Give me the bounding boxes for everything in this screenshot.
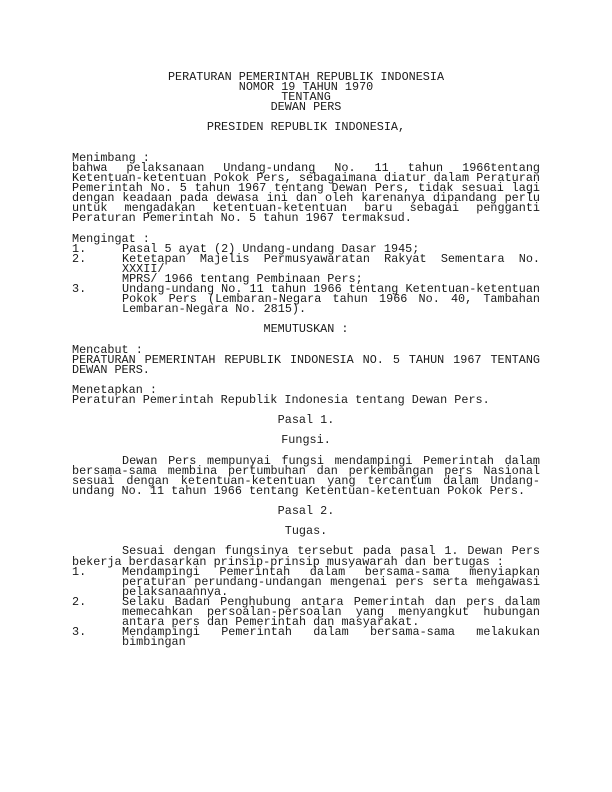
mencabut-label: Mencabut : <box>72 342 143 357</box>
mencabut-line: DEWAN PERS. <box>72 362 150 377</box>
document-page <box>72 70 540 650</box>
pasal-2-title: Pasal 2. <box>277 504 335 519</box>
memutuskan-heading: MEMUTUSKAN : <box>263 322 349 337</box>
pasal-1-title: Pasal 1. <box>277 413 335 428</box>
pasal-2-item: 3. Mendampingi Pemerintah dalam bersama-sama melakukan bimbingan <box>72 625 540 650</box>
pasal-1-line: bersama-sama membina pertumbuhan dan perkembangan pers Nasional <box>72 463 540 478</box>
title-line-2: NOMOR 19 TAHUN 1970 <box>238 80 374 95</box>
pasal-1-line: undang No. 11 tahun 1966 tentang Ketentuan-ketentuan Pokok Pers. <box>72 483 526 498</box>
title-line-4: DEWAN PERS <box>270 100 342 115</box>
menimbang-line: Pemerintah No. 5 tahun 1967 tentang Dewan Pers, tidak sesuai lagi <box>72 181 540 196</box>
title-line-3: TENTANG <box>281 90 331 105</box>
mengingat-item: 3. Undang-undang No. 11 tahun 1966 tentang Ketentuan-ketentuan Pokok Pers (Lembaran-Negara tahun 1966 No. 40, Tambahan Lembaran-Negara No. 2815). <box>72 281 540 317</box>
menimbang-label: Menimbang : <box>72 150 150 165</box>
menetapkan-text: Peraturan Pemerintah Republik Indonesia tentang Dewan Pers. <box>72 393 490 407</box>
mengingat-item: 2. Ketetapan Majelis Permusyawaratan Rakyat Sementara No. XXXII/ MPRS/ 1966 tentang Pembinaan Pers; <box>72 251 540 286</box>
menimbang-line: dengan keadaan pada dewasa ini dan oleh karenanya dipandang perlu <box>72 191 540 206</box>
pasal-2-intro-line: Sesuai dengan fungsinya tersebut pada pasal 1. Dewan Pers <box>122 544 540 559</box>
menimbang-line: untuk mengadakan ketentuan-ketentuan baru sebagai pengganti <box>72 201 540 216</box>
pasal-2-item: 1. Mendampingi Pemerintah dalam bersama-sama menyiapkan peraturan perundang-undangan mengenai pers serta mengawasi pelaksanaannya. <box>72 564 540 599</box>
mencabut-line: PERATURAN PEMERINTAH REPUBLIK INDONESIA NO. 5 TAHUN 1967 TENTANG <box>72 352 540 367</box>
mengingat-item: 1. Pasal 5 ayat (2) Undang-undang Dasar 1945; <box>72 241 420 256</box>
menimbang-line: bahwa pelaksanaan Undang-undang No. 11 tahun 1966tentang <box>72 160 540 175</box>
pasal-1-line: Dewan Pers mempunyai fungsi mendampingi Pemerintah dalam <box>122 453 540 468</box>
pasal-2-item: 2. Selaku Badan Penghubung antara Pemerintah dan pers dalam memecahkan persoalan-persoalan yang menyangkut hubungan antara pers dan Pemerintah dan masyarakat. <box>72 594 540 630</box>
mengingat-label: Mengingat : <box>72 231 150 246</box>
pasal-2-subtitle: Tugas. <box>284 524 328 539</box>
pasal-1-line: sesuai dengan ketentuan-ketentuan yang tercantum dalam Undang- <box>72 473 540 488</box>
menetapkan-label: Menetapkan : <box>72 382 157 397</box>
title-line-1: PERATURAN PEMERINTAH REPUBLIK INDONESIA <box>167 70 445 84</box>
pasal-2-intro-line: bekerja berdasarkan prinsip-prinsip musyawarah dan bertugas : <box>72 554 504 569</box>
menimbang-line: Ketentuan-ketentuan Pokok Pers, sebagaimana diatur dalam Peraturan <box>72 170 540 185</box>
pasal-1-subtitle: Fungsi. <box>281 433 331 448</box>
menimbang-line: Peraturan Pemerintah No. 5 tahun 1967 termaksud. <box>72 211 412 226</box>
president-heading: PRESIDEN REPUBLIK INDONESIA, <box>206 120 406 135</box>
